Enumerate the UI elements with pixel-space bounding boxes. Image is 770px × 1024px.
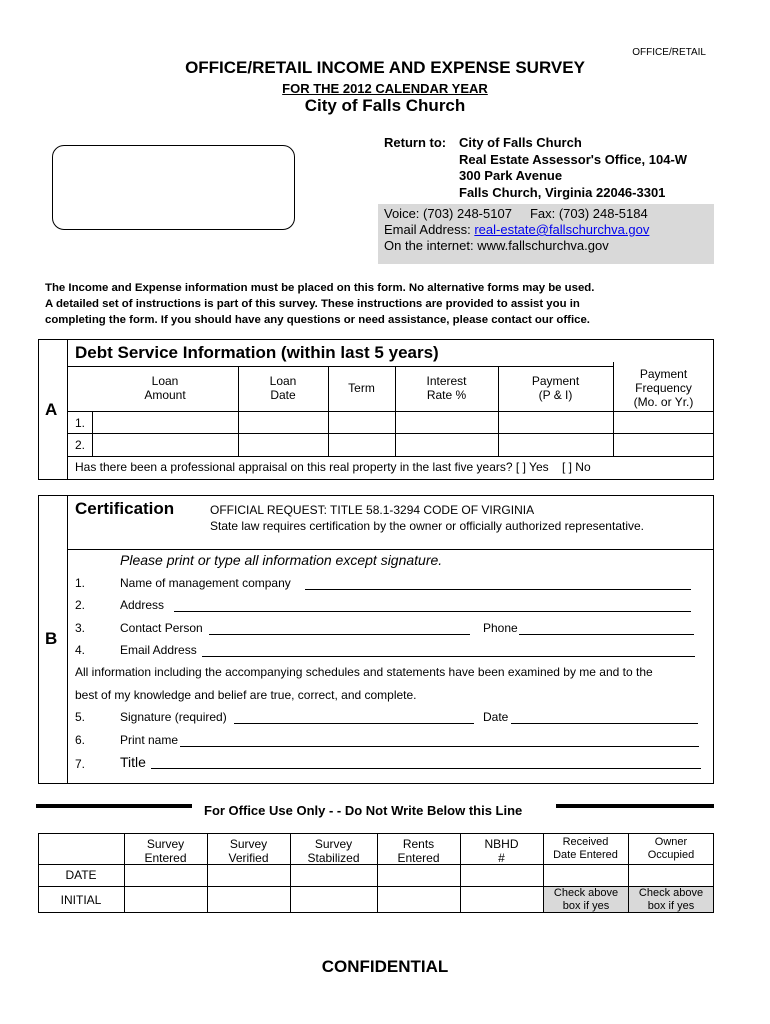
mgmt-company-field[interactable]: [305, 578, 691, 590]
email-address-field[interactable]: [202, 645, 695, 657]
form-subtitle: FOR THE 2012 CALENDAR YEAR: [282, 81, 488, 96]
section-b-letter: B: [45, 629, 58, 648]
col-survey-stabilized: Survey Stabilized: [307, 837, 360, 865]
appraisal-yes-checkbox[interactable]: [ ] Yes: [515, 460, 549, 474]
intro-text: The Income and Expense information must be placed on this form. No alternative forms may be used. A detailed set of instructions is part of this survey. These instructions are provided to assist you in completing the form. If you should have any questions or need assistance, please contact our office.: [45, 282, 595, 326]
title-label: Title: [120, 754, 146, 770]
row-date-label: DATE: [65, 868, 97, 882]
mailing-address-box[interactable]: [52, 145, 295, 230]
fax-number: Fax: (703) 248-5184: [529, 206, 648, 221]
col-term: Term: [348, 381, 375, 395]
signature-date-label: Date: [483, 710, 509, 724]
return-address: City of Falls Church Real Estate Assessor's Office, 104-W 300 Park Avenue Falls Church, Virginia 22046-3301: [459, 135, 688, 200]
appraisal-no-checkbox[interactable]: [ ] No: [561, 460, 591, 474]
debt-row-2: 2.: [75, 438, 86, 452]
city-name: City of Falls Church: [304, 96, 466, 115]
col-loan-amount: Loan Amount: [144, 374, 186, 402]
address-label: Address: [120, 598, 165, 612]
phone-field[interactable]: [519, 623, 694, 635]
certification-statement-1: All information including the accompanying schedules and statements have been examined by me and to the: [75, 665, 653, 679]
form-title: OFFICE/RETAIL INCOME AND EXPENSE SURVEY: [185, 58, 585, 77]
confidential-label: CONFIDENTIAL: [321, 957, 449, 976]
col-loan-date: Loan Date: [269, 374, 297, 402]
signature-field[interactable]: [234, 712, 474, 724]
contact-person-label: Contact Person: [120, 621, 203, 635]
col-survey-verified: Survey Verified: [228, 837, 269, 865]
received-check-note: Check above box if yes: [544, 887, 628, 912]
debt-service-heading: Debt Service Information (within last 5 years): [75, 343, 439, 362]
col-survey-entered: Survey Entered: [144, 837, 187, 865]
col-owner-occupied: Owner Occupied: [647, 836, 695, 861]
signature-label: Signature (required): [120, 710, 227, 724]
contact-person-field[interactable]: [209, 623, 470, 635]
address-field[interactable]: [174, 600, 691, 612]
certification-heading: Certification: [75, 499, 175, 518]
col-payment-frequency: Payment Frequency (Mo. or Yr.): [633, 367, 694, 409]
certification-statement-2: best of my knowledge and belief are true, correct, and complete.: [75, 688, 417, 702]
col-rents-entered: Rents Entered: [397, 837, 440, 865]
print-instruction: Please print or type all information except signature.: [120, 552, 443, 568]
section-a-letter: A: [45, 400, 58, 419]
owner-check-note: Check above box if yes: [629, 887, 713, 912]
title-field[interactable]: [151, 757, 701, 769]
email-label: Email Address:: [384, 222, 475, 237]
debt-row-1: 1.: [75, 416, 86, 430]
return-to-label: Return to:: [384, 135, 447, 150]
official-request: OFFICIAL REQUEST: TITLE 58.1-3294 CODE OF VIRGINIA: [210, 503, 535, 517]
col-interest-rate: Interest Rate %: [426, 374, 467, 402]
email-address-label: Email Address: [120, 643, 197, 657]
state-law-note: State law requires certification by the owner or officially authorized representative.: [210, 519, 644, 533]
col-nbhd: NBHD #: [484, 837, 519, 865]
col-received-date: Received Date Entered: [553, 836, 618, 861]
contact-info-box: [378, 204, 714, 264]
form-type-label: OFFICE/RETAIL: [632, 47, 706, 58]
signature-date-field[interactable]: [511, 712, 698, 724]
mgmt-company-label: Name of management company: [120, 576, 291, 590]
print-name-label: Print name: [120, 733, 179, 747]
appraisal-question: Has there been a professional appraisal on this real property in the last five years? [ ] Yes [ ] No: [75, 460, 591, 474]
website-text: On the internet: www.fallschurchva.gov: [384, 238, 609, 253]
row-initial-label: INITIAL: [60, 893, 102, 907]
email-link[interactable]: real-estate@fallschurchva.gov: [474, 222, 650, 237]
voice-number: Voice: (703) 248-5107: [384, 206, 512, 221]
col-payment: Payment (P & I): [531, 374, 580, 402]
phone-label: Phone: [483, 621, 518, 635]
print-name-field[interactable]: [180, 735, 699, 747]
office-use-title: For Office Use Only - - Do Not Write Below this Line: [204, 803, 523, 818]
